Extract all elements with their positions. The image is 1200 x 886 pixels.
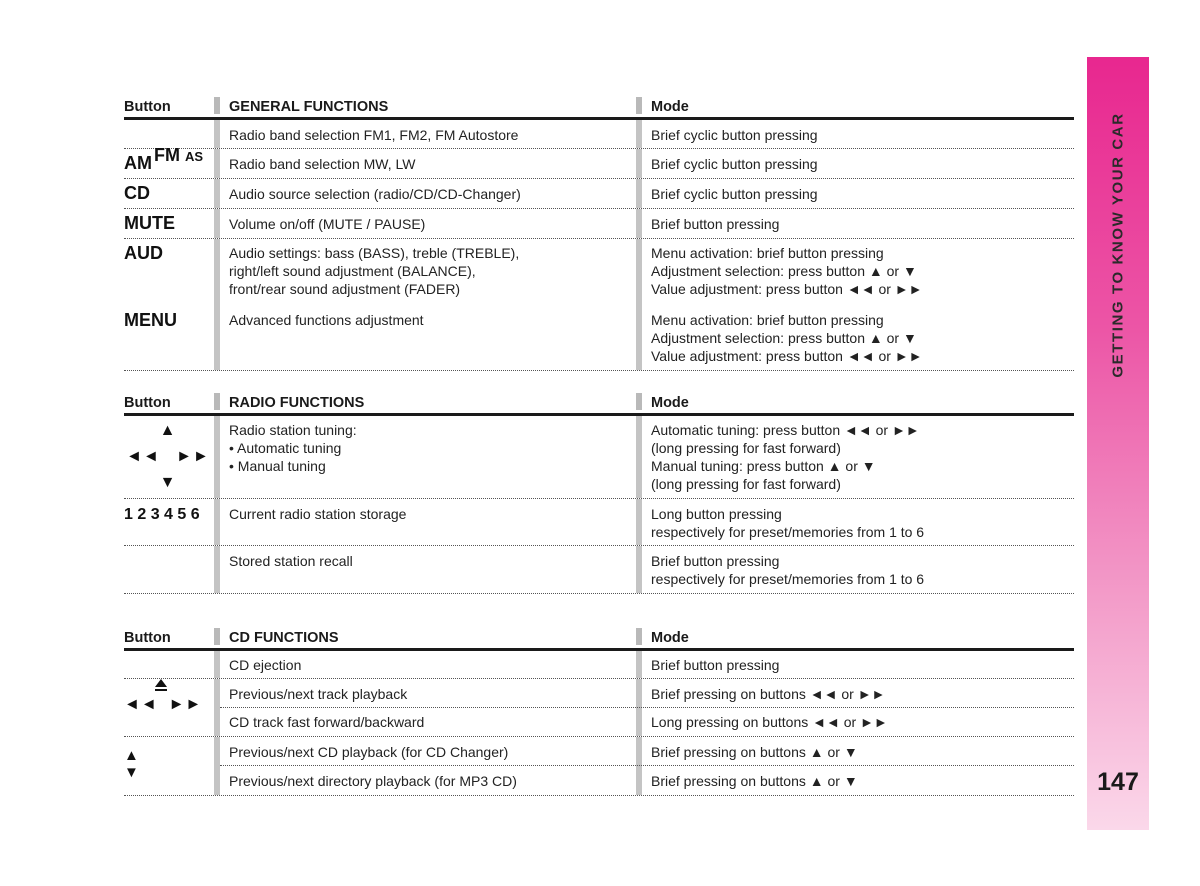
- column-divider: [636, 149, 642, 178]
- table-row: [124, 239, 1074, 305]
- table-row: [124, 651, 1074, 679]
- column-divider: [214, 305, 220, 370]
- function-text: Current radio station storage: [229, 506, 407, 522]
- function-text: Radio band selection MW, LW: [229, 156, 416, 172]
- column-divider: [214, 239, 220, 305]
- skip-arrow-icons: ◄◄ ►►: [124, 696, 203, 713]
- column-divider: [636, 651, 642, 678]
- header-mode: Mode: [651, 395, 689, 411]
- column-divider: [214, 179, 220, 208]
- header-function: RADIO FUNCTIONS: [229, 395, 365, 411]
- function-text: Audio source selection (radio/CD/CD-Changer): [229, 186, 521, 202]
- function-text: Radio band selection FM1, FM2, FM Autostore: [229, 127, 519, 143]
- function-text: Audio settings: bass (BASS), treble (TREBLE), right/left sound adjustment (BALANCE), front/rear sound adjustment (FADER): [229, 245, 520, 297]
- header-button: Button: [124, 395, 171, 411]
- column-divider: [214, 120, 220, 148]
- function-text: Previous/next directory playback (for MP3 CD): [229, 773, 517, 789]
- section-title: GETTING TO KNOW YOUR CAR: [1109, 112, 1127, 378]
- column-divider: [214, 416, 220, 498]
- table-header: [124, 628, 1074, 651]
- header-divider: [636, 628, 642, 645]
- table-row: [124, 149, 1074, 179]
- table-row-group: [124, 737, 1074, 796]
- button-label: AUD: [124, 243, 163, 263]
- table-row: [124, 305, 1074, 371]
- mode-text: Automatic tuning: press button ◄◄ or ►► (long pressing for fast forward) Manual tuning: press button ▲ or ▼ (long pressing for fast forward): [651, 422, 920, 492]
- mode-text: Brief pressing on buttons ▲ or ▼: [651, 744, 858, 760]
- mode-text: Brief button pressing respectively for preset/memories from 1 to 6: [651, 553, 925, 587]
- table-header: [124, 393, 1074, 416]
- table-row: [124, 546, 1074, 594]
- mode-text: Brief cyclic button pressing: [651, 156, 818, 172]
- table-header: [124, 97, 1074, 120]
- column-divider: [636, 239, 642, 305]
- header-function: GENERAL FUNCTIONS: [229, 99, 389, 115]
- column-divider: [636, 305, 642, 370]
- header-button: Button: [124, 99, 171, 115]
- column-divider: [214, 499, 220, 545]
- header-mode: Mode: [651, 630, 689, 646]
- button-label: MENU: [124, 310, 177, 330]
- mode-text: Brief button pressing: [651, 216, 780, 232]
- mode-text: Long pressing on buttons ◄◄ or ►►: [651, 714, 888, 730]
- general-functions-table: [124, 97, 1074, 371]
- column-divider: [214, 209, 220, 238]
- mode-text: Brief cyclic button pressing: [651, 186, 818, 202]
- row-divider: [220, 707, 1074, 708]
- table-row-group: [124, 679, 1074, 737]
- preset-buttons-label: 1 2 3 4 5 6: [124, 506, 200, 523]
- row-divider: [220, 765, 1074, 766]
- button-label: FM: [154, 145, 181, 165]
- header-divider: [214, 97, 220, 114]
- column-divider: [214, 546, 220, 593]
- header-divider: [214, 393, 220, 410]
- mode-text: Brief cyclic button pressing: [651, 127, 818, 143]
- function-text: Previous/next CD playback (for CD Changer): [229, 744, 509, 760]
- button-sublabel: AS: [185, 149, 204, 164]
- function-text: Volume on/off (MUTE / PAUSE): [229, 216, 426, 232]
- table-row: [124, 416, 1074, 499]
- page-number: 147: [1097, 768, 1139, 796]
- button-label: AM: [124, 153, 152, 173]
- mode-text: Menu activation: brief button pressing Adjustment selection: press button ▲ or ▼ Value adjustment: press button ◄◄ or ►►: [651, 245, 923, 297]
- function-text: CD track fast forward/backward: [229, 714, 425, 730]
- tuning-arrow-icons: ▲ ◄◄ ►► ▼: [126, 422, 210, 491]
- mode-text: Brief pressing on buttons ▲ or ▼: [651, 773, 858, 789]
- header-button: Button: [124, 630, 171, 646]
- button-label: CD: [124, 183, 150, 203]
- function-text: Stored station recall: [229, 553, 353, 569]
- column-divider: [214, 651, 220, 678]
- header-mode: Mode: [651, 99, 689, 115]
- table-row: [124, 179, 1074, 209]
- up-down-arrow-icons: ▲ ▼: [124, 747, 139, 781]
- function-text: CD ejection: [229, 657, 302, 673]
- column-divider: [636, 546, 642, 593]
- column-divider: [214, 737, 220, 795]
- header-divider: [636, 97, 642, 114]
- function-text: Advanced functions adjustment: [229, 312, 424, 328]
- column-divider: [636, 179, 642, 208]
- table-row: [124, 209, 1074, 239]
- mode-text: Brief button pressing: [651, 657, 780, 673]
- column-divider: [636, 209, 642, 238]
- header-divider: [214, 628, 220, 645]
- column-divider: [636, 416, 642, 498]
- cd-functions-table: [124, 628, 1074, 796]
- column-divider: [636, 737, 642, 795]
- button-label: MUTE: [124, 213, 175, 233]
- table-row: [124, 499, 1074, 546]
- header-function: CD FUNCTIONS: [229, 630, 339, 646]
- column-divider: [636, 499, 642, 545]
- function-text: Previous/next track playback: [229, 686, 408, 702]
- mode-text: Menu activation: brief button pressing Adjustment selection: press button ▲ or ▼ Value adjustment: press button ◄◄ or ►►: [651, 312, 923, 364]
- header-divider: [636, 393, 642, 410]
- column-divider: [636, 120, 642, 148]
- mode-text: Brief pressing on buttons ◄◄ or ►►: [651, 686, 886, 702]
- function-text: Radio station tuning: • Automatic tuning • Manual tuning: [229, 422, 357, 474]
- mode-text: Long button pressing respectively for preset/memories from 1 to 6: [651, 506, 925, 540]
- radio-functions-table: [124, 393, 1074, 594]
- column-divider: [214, 149, 220, 178]
